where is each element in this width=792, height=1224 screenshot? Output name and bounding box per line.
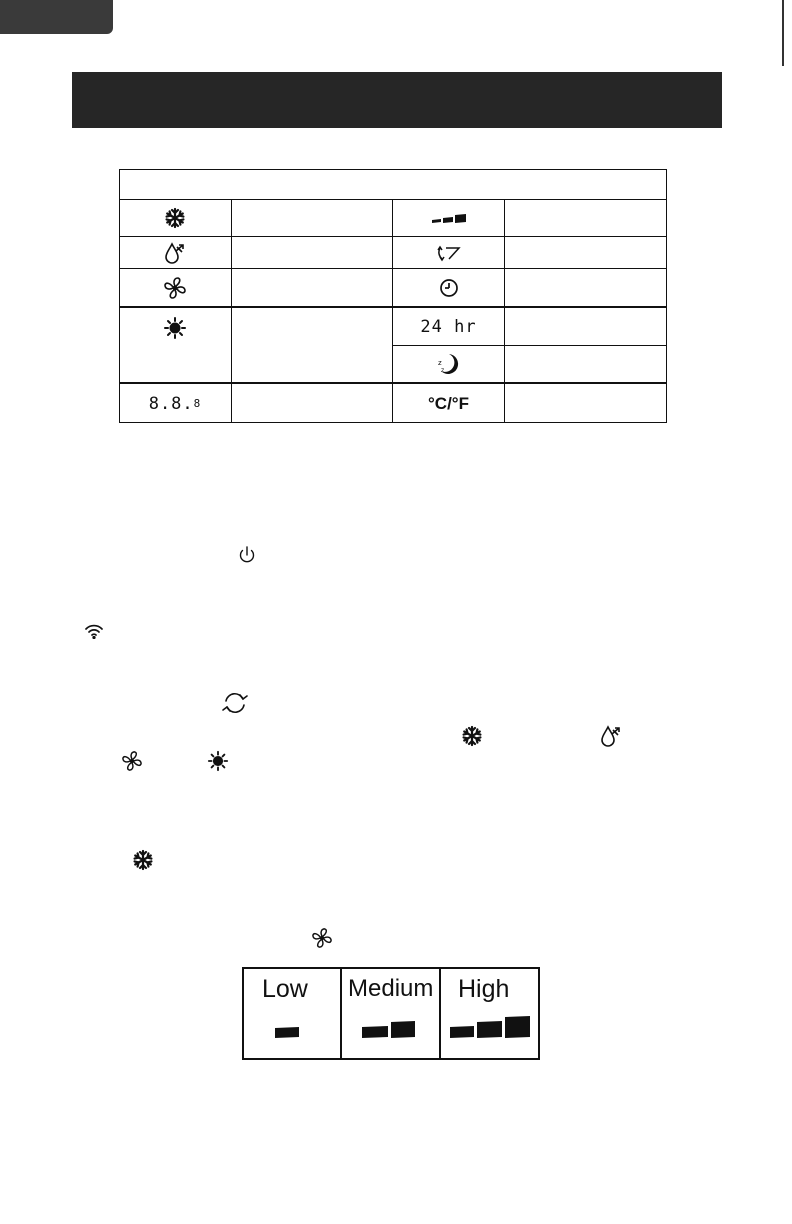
dehumidify-drop-icon (119, 237, 231, 268)
dehumidify-drop-icon (598, 724, 624, 748)
sun-heat-icon (119, 308, 231, 348)
fan-speed-bars (242, 967, 540, 1060)
snowflake-icon (460, 724, 484, 748)
timer-clock-icon (393, 269, 504, 306)
high-bar-2 (477, 1021, 502, 1038)
fan-icon (120, 749, 144, 773)
fan-speed-label-medium: Medium (348, 975, 434, 1002)
mode-cycle-icon (219, 690, 251, 716)
sun-heat-icon (206, 749, 230, 773)
power-icon (235, 543, 259, 567)
svg-text:z: z (440, 367, 444, 374)
fan-speed-diagram (242, 967, 540, 1060)
segment-digits: 8.8. (148, 393, 194, 414)
fan-icon (119, 269, 231, 306)
fan-speed-bars-icon (393, 200, 504, 236)
snowflake-icon (119, 200, 231, 236)
snowflake-icon (130, 847, 156, 873)
section-header-banner (72, 72, 722, 128)
high-bar-3 (505, 1016, 530, 1038)
sleep-moon-icon (393, 346, 504, 382)
svg-text:z: z (437, 359, 442, 367)
hr-24-readout: 24 hr (420, 316, 477, 337)
wifi-icon (82, 620, 106, 642)
page-corner-tab (0, 0, 113, 34)
fan-speed-label-low: Low (262, 975, 308, 1003)
swing-louver-icon (393, 237, 504, 268)
celsius-fahrenheit-readout: °C/°F (428, 393, 469, 413)
high-bar-1 (450, 1026, 474, 1038)
medium-bar-2 (391, 1021, 415, 1038)
medium-bar-1 (362, 1026, 388, 1038)
low-bar-1 (275, 1027, 299, 1038)
display-icon-table (119, 169, 667, 423)
segment-small-digit: 8 (193, 397, 202, 410)
fan-icon (310, 926, 334, 950)
segment-display-icon (119, 384, 231, 423)
fan-speed-label-high: High (458, 975, 510, 1003)
page-edge-line (782, 0, 784, 66)
